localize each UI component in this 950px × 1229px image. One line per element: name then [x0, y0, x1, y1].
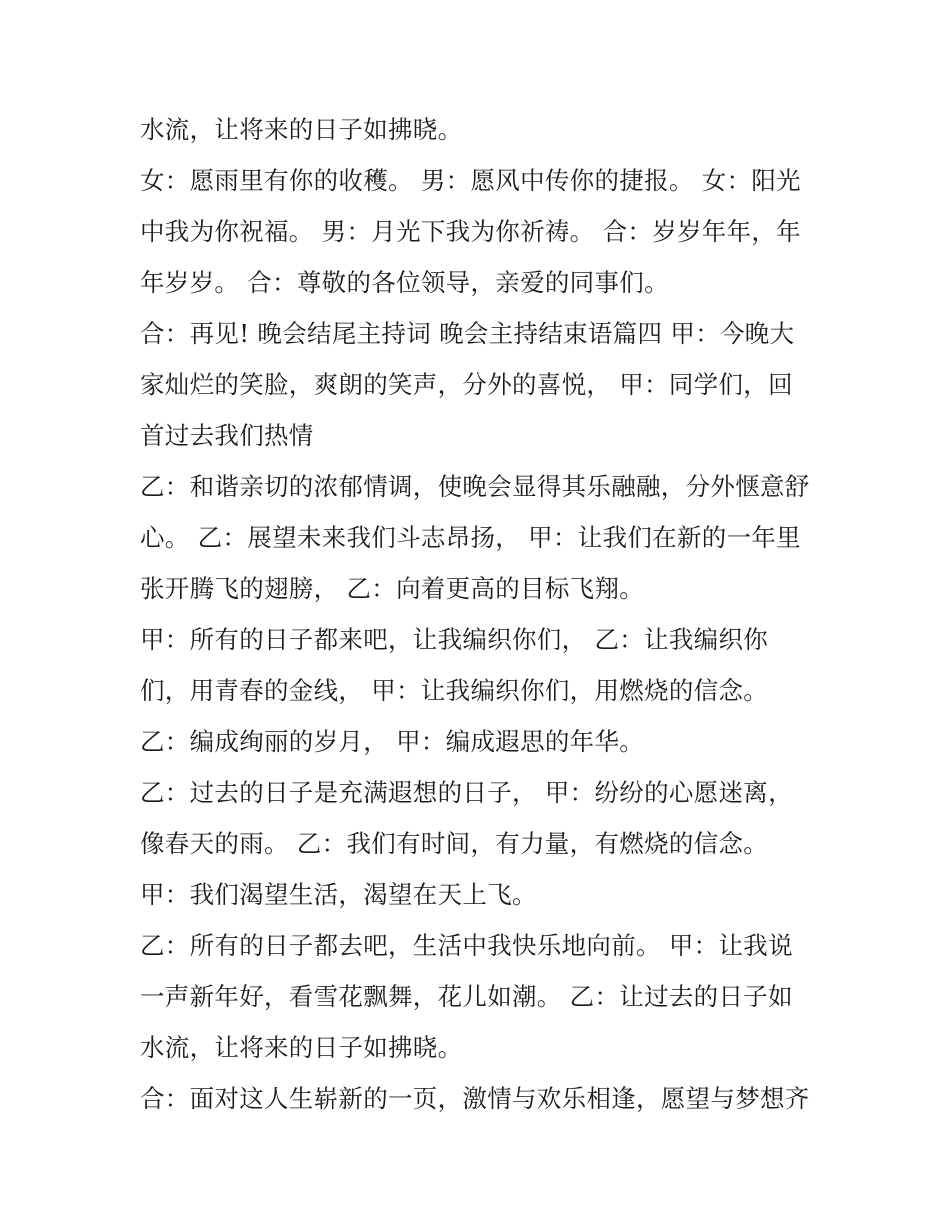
text-line: 乙：编成绚丽的岁月， 甲：编成遐思的年华。	[140, 727, 645, 756]
text-line: 心。 乙：展望未来我们斗志昂扬， 甲：让我们在新的一年里	[140, 523, 801, 552]
text-line: 乙：和谐亲切的浓郁情调，使晚会显得其乐融融，分外惬意舒	[140, 472, 810, 501]
text-line: 一声新年好，看雪花飘舞，花儿如潮。 乙：让过去的日子如	[140, 982, 793, 1011]
text-line: 甲：所有的日子都来吧，让我编织你们， 乙：让我编织你	[140, 625, 769, 654]
text-line: 张开腾飞的翅膀， 乙：向着更高的目标飞翔。	[140, 574, 645, 603]
text-line: 水流，让将来的日子如拂晓。	[140, 115, 463, 144]
text-line: 年岁岁。 合：尊敬的各位领导，亲爱的同事们。	[140, 268, 669, 297]
text-line: 像春天的雨。 乙：我们有时间，有力量，有燃烧的信念。	[140, 829, 769, 858]
text-line: 乙：所有的日子都去吧，生活中我快乐地向前。 甲：让我说	[140, 931, 793, 960]
text-line: 家灿烂的笑脸，爽朗的笑声，分外的喜悦， 甲：同学们，回	[140, 370, 793, 399]
text-line: 甲：我们渴望生活，渴望在天上飞。	[140, 880, 537, 909]
text-line: 们，用青春的金线， 甲：让我编织你们，用燃烧的信念。	[140, 676, 769, 705]
text-line: 合：面对这人生崭新的一页，激情与欢乐相逢，愿望与梦想齐	[140, 1084, 810, 1113]
text-line: 女：愿雨里有你的收穫。 男：愿风中传你的捷报。 女：阳光	[140, 166, 801, 195]
text-line: 合：再见! 晚会结尾主持词 晚会主持结束语篇四 甲：今晚大	[140, 319, 795, 348]
text-line: 水流，让将来的日子如拂晓。	[140, 1033, 463, 1062]
text-line: 首过去我们热情	[140, 421, 314, 450]
document-body	[140, 104, 830, 1124]
text-line: 中我为你祝福。 男：月光下我为你祈祷。 合：岁岁年年，年	[140, 217, 801, 246]
text-line: 乙：过去的日子是充满遐想的日子， 甲：纷纷的心愿迷离，	[140, 778, 793, 807]
